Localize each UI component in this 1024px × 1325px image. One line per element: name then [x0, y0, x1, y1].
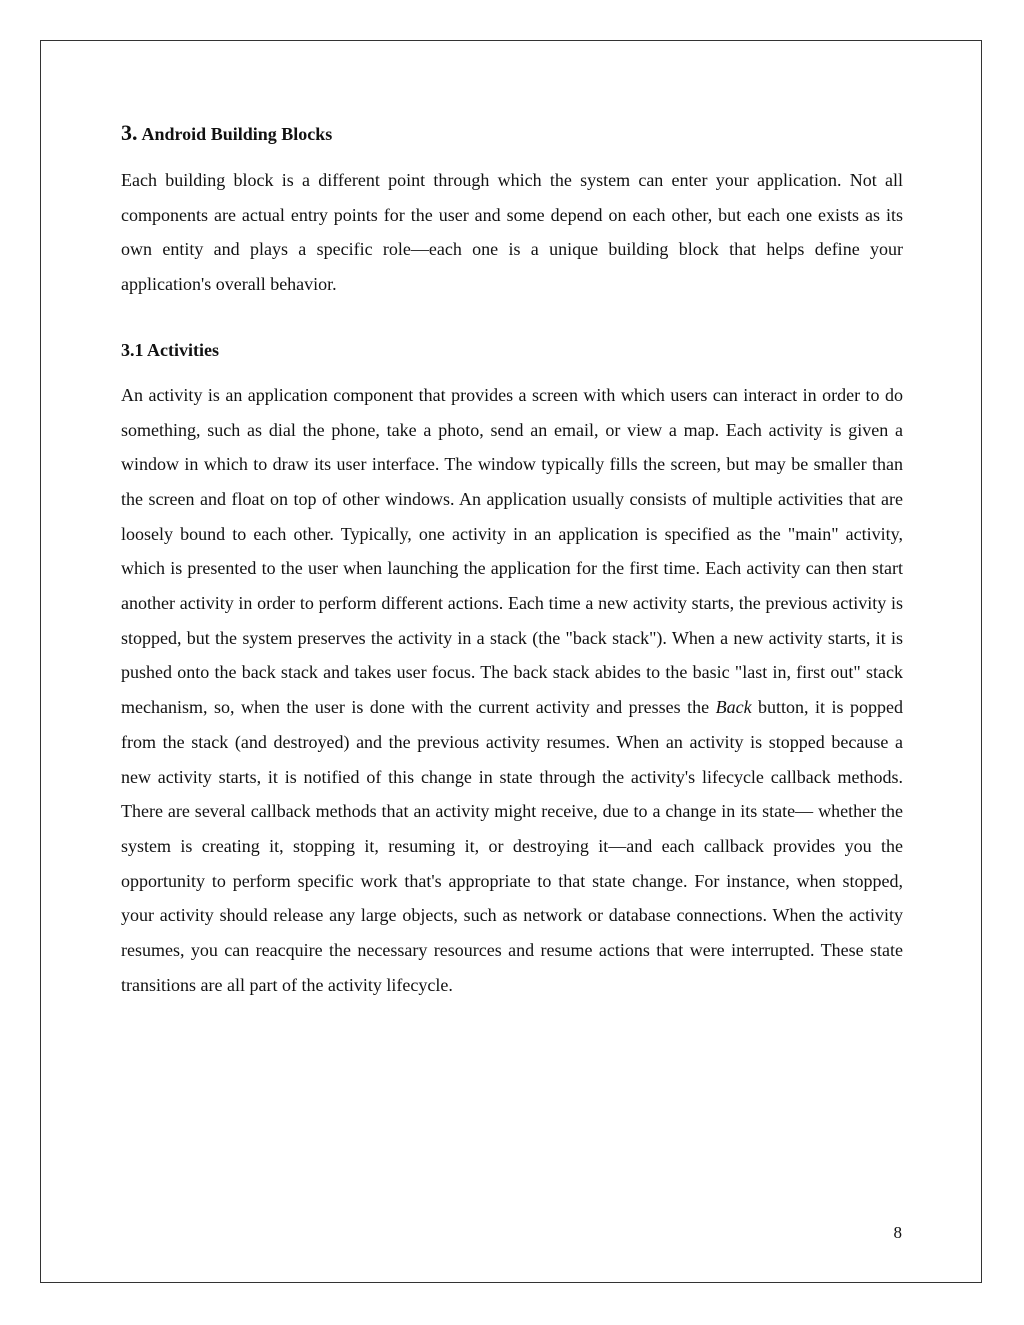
subsection-heading: 3.1 Activities: [121, 339, 219, 360]
section-number: 3.: [121, 120, 138, 145]
paragraph-text-part-2: button, it is popped from the stack (and destroyed) and the previous activity resumes. When an activity is stopped because a new activity starts, it is notified of this change in state through the activity's lifecycle callback methods. There are several callback methods that an activity might receive, due to a change in its state— whether the system is creating it, stopping it, resuming it, or destroying it—and each callback provides you the opportunity to perform specific work that's appropriate to that state change. For instance, when stopped, your activity should release any large objects, such as network or database connections. When the activity resumes, you can reacquire the necessary resources and resume actions that were interrupted. These state transitions are all part of the activity lifecycle.: [121, 697, 904, 995]
paragraph-text-part-1: An activity is an application component that provides a screen with which users can interact in order to do something, such as dial the phone, take a photo, send an email, or view a map. Each activity is given a window in which to draw its user interface. The window typically fills the screen, but may be smaller than the screen and float on top of other windows. An application usually consists of multiple activities that are loosely bound to each other. Typically, one activity in an application is specified as the "main" activity, which is presented to the user when launching the application for the first time. Each activity can then start another activity in order to perform different actions. Each time a new activity starts, the previous activity is stopped, but the system preserves the activity in a stack (the "back stack"). When a new activity starts, it is pushed onto the back stack and takes user focus. The back stack abides to the basic "last in, first out" stack mechanism, so, when the user is done with the current activity and presses the: [121, 384, 903, 718]
section-heading: [121, 118, 903, 149]
subsection-paragraph: [121, 378, 903, 1003]
back-button-term: Back: [715, 697, 752, 718]
section-paragraph: Each building block is a different point through which the system can enter your application. Not all components are actual entry points for the user and some depend on each other, but each one exists as its own entity and plays a specific role—each one is a unique building block that helps define your application's overall behavior.: [121, 170, 903, 295]
page-content: [121, 118, 903, 1002]
page-number: 8: [893, 1223, 902, 1242]
section-title: Android Building Blocks: [141, 124, 333, 144]
